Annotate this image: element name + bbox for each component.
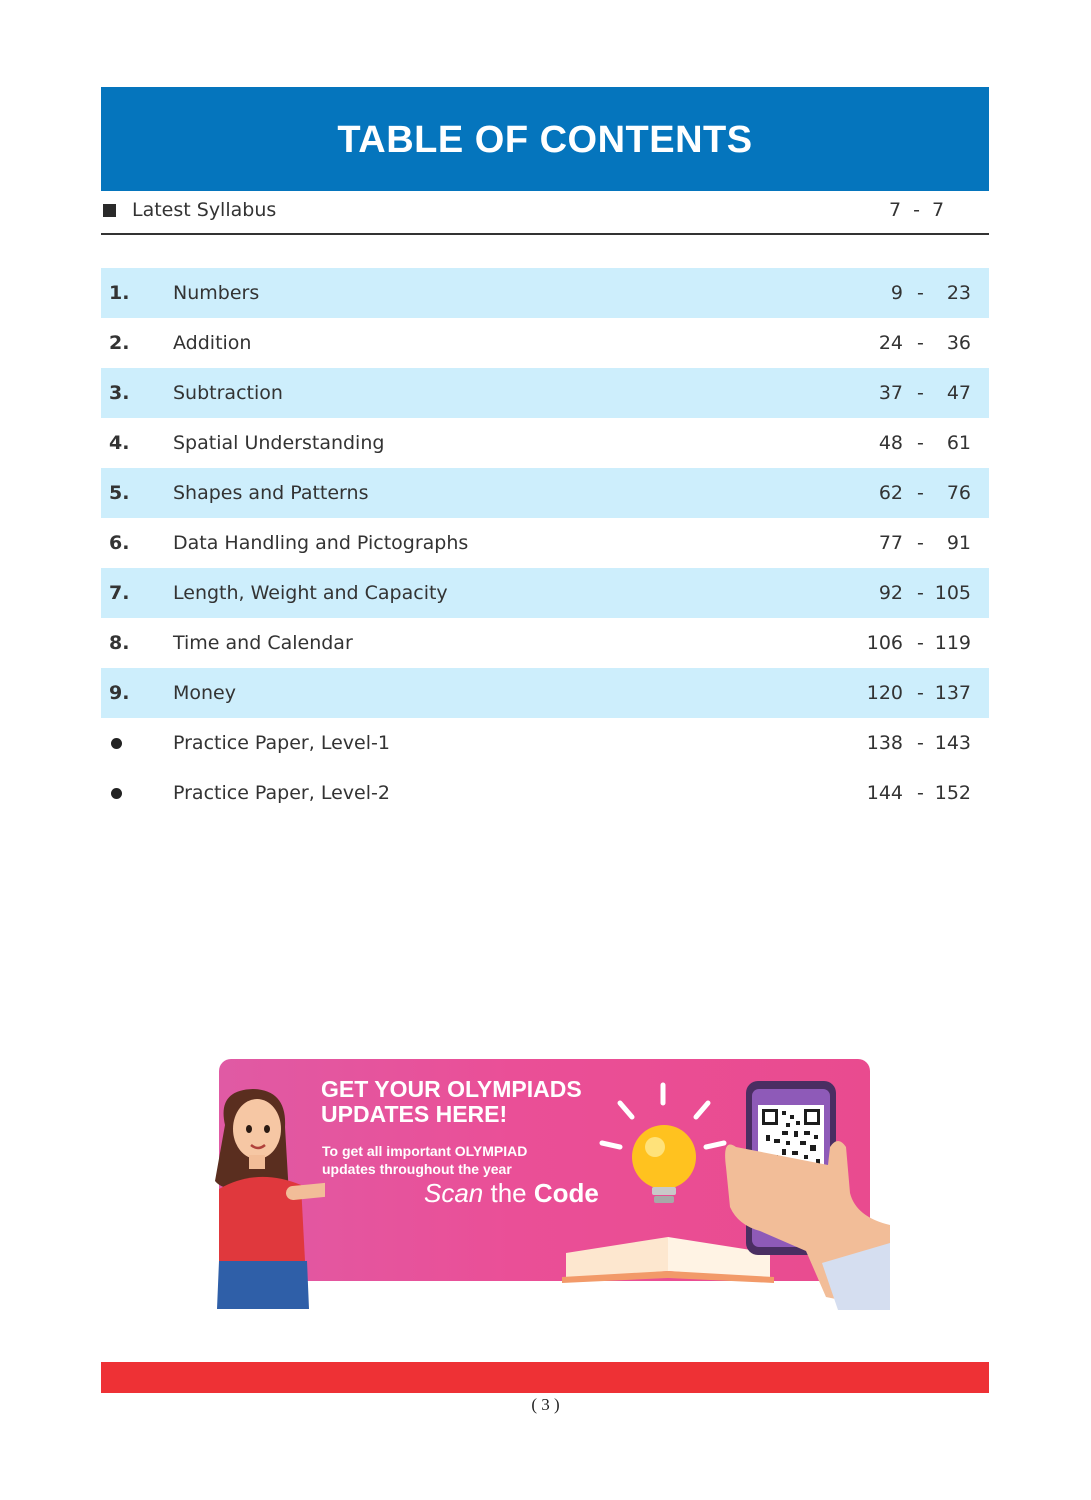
toc-end-page: 76 bbox=[946, 482, 971, 504]
toc-title: Practice Paper, Level-1 bbox=[173, 732, 390, 754]
banner-artwork bbox=[560, 1075, 890, 1310]
girl-pointing-illustration bbox=[205, 1085, 325, 1309]
toc-number: 4. bbox=[109, 432, 130, 454]
toc-start-page: 92 bbox=[878, 582, 903, 604]
toc-dash: - bbox=[917, 632, 924, 654]
syllabus-row[interactable] bbox=[101, 191, 989, 235]
toc-row[interactable] bbox=[101, 268, 989, 318]
toc-number: 1. bbox=[109, 282, 130, 304]
scan-word: Scan bbox=[424, 1178, 484, 1208]
toc-title: Addition bbox=[173, 332, 252, 354]
toc-dash: - bbox=[917, 732, 924, 754]
toc-end-page: 143 bbox=[934, 732, 971, 754]
toc-title: Length, Weight and Capacity bbox=[173, 582, 448, 604]
toc-end-page: 152 bbox=[934, 782, 971, 804]
toc-number: 9. bbox=[109, 682, 130, 704]
toc-title: Spatial Understanding bbox=[173, 432, 385, 454]
toc-title: Subtraction bbox=[173, 382, 283, 404]
toc-dash: - bbox=[917, 532, 924, 554]
toc-title: Money bbox=[173, 682, 236, 704]
toc-title: Shapes and Patterns bbox=[173, 482, 369, 504]
toc-row[interactable] bbox=[101, 568, 989, 618]
toc-list bbox=[101, 268, 989, 818]
toc-title: Time and Calendar bbox=[173, 632, 353, 654]
syllabus-label: Latest Syllabus bbox=[132, 199, 277, 221]
toc-row[interactable] bbox=[101, 618, 989, 668]
toc-header bbox=[101, 87, 989, 191]
toc-dash: - bbox=[917, 382, 924, 404]
toc-title: Data Handling and Pictographs bbox=[173, 532, 469, 554]
toc-end-page: 36 bbox=[946, 332, 971, 354]
toc-row[interactable] bbox=[101, 718, 989, 768]
toc-row[interactable] bbox=[101, 468, 989, 518]
toc-end-page: 47 bbox=[946, 382, 971, 404]
banner-title bbox=[321, 1077, 582, 1127]
toc-dash: - bbox=[917, 282, 924, 304]
toc-start-page: 77 bbox=[878, 532, 903, 554]
toc-title: Numbers bbox=[173, 282, 260, 304]
bullet-icon bbox=[111, 738, 122, 749]
toc-start-page: 9 bbox=[890, 282, 903, 304]
toc-start-page: 24 bbox=[878, 332, 903, 354]
toc-start-page: 48 bbox=[878, 432, 903, 454]
page-number: ( 3 ) bbox=[531, 1395, 560, 1414]
toc-number: 5. bbox=[109, 482, 130, 504]
banner-subtitle bbox=[322, 1142, 527, 1178]
toc-title: Practice Paper, Level-2 bbox=[173, 782, 390, 804]
hand-icon bbox=[725, 1141, 890, 1310]
toc-dash: - bbox=[917, 432, 924, 454]
toc-dash: - bbox=[917, 332, 924, 354]
toc-end-page: 119 bbox=[934, 632, 971, 654]
toc-row[interactable] bbox=[101, 318, 989, 368]
bullet-icon bbox=[111, 788, 122, 799]
toc-row[interactable] bbox=[101, 518, 989, 568]
toc-end-page: 105 bbox=[934, 582, 971, 604]
toc-number: 7. bbox=[109, 582, 130, 604]
toc-start-page: 138 bbox=[866, 732, 903, 754]
toc-dash: - bbox=[917, 782, 924, 804]
banner-subtitle-line-1: To get all important OLYMPIAD bbox=[322, 1143, 528, 1159]
lightbulb-icon bbox=[602, 1085, 724, 1203]
page-title: TABLE OF CONTENTS bbox=[337, 118, 753, 161]
toc-number: 3. bbox=[109, 382, 130, 404]
code-word: Code bbox=[533, 1178, 599, 1208]
banner-subtitle-line-2: updates throughout the year bbox=[322, 1161, 512, 1177]
toc-row[interactable] bbox=[101, 368, 989, 418]
toc-start-page: 37 bbox=[878, 382, 903, 404]
toc-start-page: 106 bbox=[866, 632, 903, 654]
toc-row[interactable] bbox=[101, 668, 989, 718]
toc-start-page: 120 bbox=[866, 682, 903, 704]
toc-dash: - bbox=[917, 482, 924, 504]
banner-title-line-1: GET YOUR OLYMPIADS bbox=[321, 1076, 582, 1102]
toc-end-page: 91 bbox=[946, 532, 971, 554]
toc-dash: - bbox=[917, 682, 924, 704]
banner-title-line-2: UPDATES HERE! bbox=[321, 1101, 508, 1127]
toc-dash: - bbox=[917, 582, 924, 604]
syllabus-pages: 7 - 7 bbox=[889, 199, 945, 221]
toc-end-page: 61 bbox=[946, 432, 971, 454]
toc-number: 2. bbox=[109, 332, 130, 354]
toc-row[interactable] bbox=[101, 418, 989, 468]
toc-end-page: 137 bbox=[934, 682, 971, 704]
footer-bar bbox=[101, 1362, 989, 1393]
the-word: the bbox=[490, 1178, 527, 1208]
open-book-icon bbox=[562, 1237, 774, 1283]
toc-number: 8. bbox=[109, 632, 130, 654]
toc-number: 6. bbox=[109, 532, 130, 554]
toc-row[interactable] bbox=[101, 768, 989, 818]
toc-start-page: 62 bbox=[878, 482, 903, 504]
square-bullet-icon bbox=[103, 204, 116, 217]
toc-end-page: 23 bbox=[946, 282, 971, 304]
toc-start-page: 144 bbox=[866, 782, 903, 804]
